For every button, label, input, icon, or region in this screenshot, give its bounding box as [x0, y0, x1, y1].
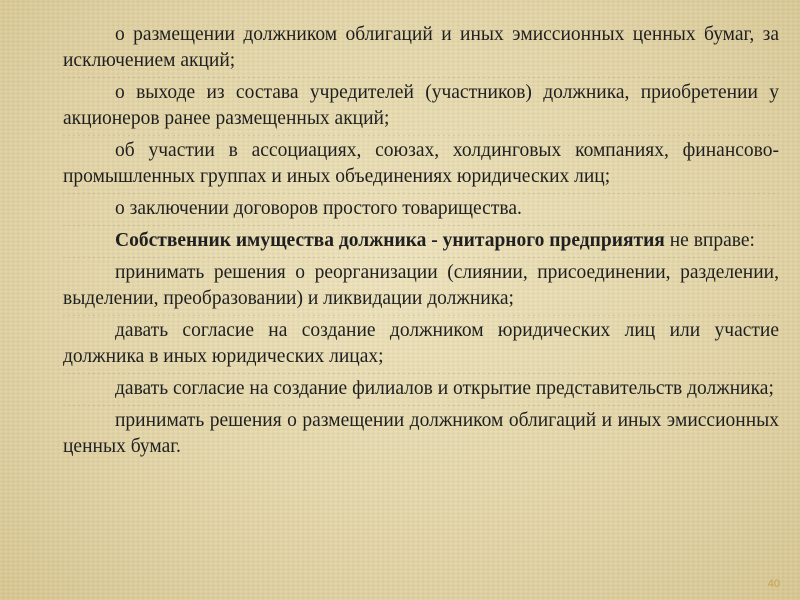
paragraph-partnership: о заключении договоров простого товарищества.: [63, 196, 779, 222]
item-securities: принимать решения о размещении должником облигаций и иных эмиссионных ценных бумаг.: [63, 410, 779, 457]
slide-text-body: [63, 22, 779, 466]
slide-number: 40: [767, 578, 780, 590]
owner-heading-tail: не вправе:: [664, 230, 755, 251]
paragraph-bond-placement: о размещении должником облигаций и иных эмиссионных ценных бумаг, за исключением акций;: [63, 22, 779, 74]
paragraph-founders-exit: о выходе из состава учредителей (участников) должника, приобретении у акционеров ранее размещенных акций;: [63, 80, 779, 132]
owner-heading-bold: Собственник имущества должника - унитарного предприятия: [115, 230, 665, 251]
paragraph-associations: об участии в ассоциациях, союзах, холдинговых компаниях, финансово-промышленных группах и иных объединениях юридических лиц;: [63, 138, 779, 190]
paragraph-owner-restrictions: [63, 228, 779, 254]
item-branches: давать согласие на создание филиалов и открытие представительств должника;: [63, 376, 779, 402]
item-legal-entities: давать согласие на создание должником юридических лиц или участие должника в иных юридических лицах;: [63, 318, 779, 370]
item-reorganization: принимать решения о реорганизации (слиянии, присоединении, разделении, выделении, преобразовании) и ликвидации должника;: [63, 260, 779, 312]
